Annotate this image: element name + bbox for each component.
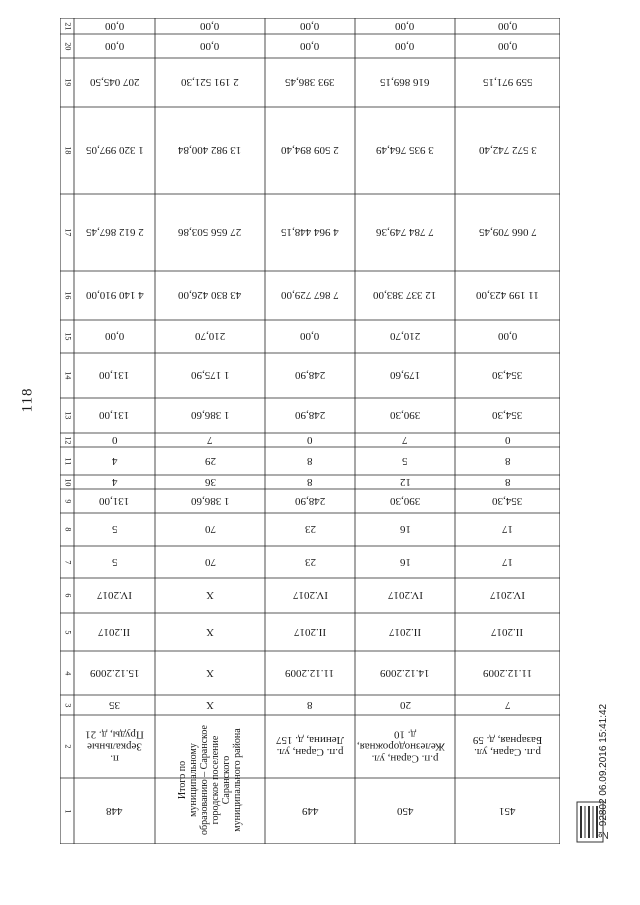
column-number-text: 17 (63, 228, 73, 237)
table-cell-text: 131,00 (99, 369, 130, 382)
table-cell-text: 16 (399, 523, 411, 536)
table-cell-text: 0,00 (395, 40, 415, 53)
table-cell (355, 271, 455, 320)
column-number-text: 4 (63, 670, 73, 675)
data-table (60, 18, 560, 844)
table-cell-text: 11.12.2009 (482, 667, 533, 680)
table-cell (455, 613, 560, 651)
table-cell-text: 17 (502, 556, 513, 569)
table-cell-text: 0,00 (497, 330, 518, 343)
table-cell (455, 651, 560, 695)
table-cell (455, 433, 560, 447)
table-cell-text: 8 (504, 455, 511, 468)
table-cell-text: 248,90 (294, 495, 326, 508)
table-cell (455, 34, 560, 58)
table-cell (155, 194, 265, 271)
table-cell (265, 58, 355, 107)
table-cell (355, 447, 455, 475)
table-cell (265, 18, 355, 34)
table-cell-text: 0 (307, 434, 313, 447)
table-cell (355, 34, 455, 58)
table-cell (455, 578, 560, 613)
table-cell (265, 546, 355, 578)
table-cell-text: II.2017 (98, 626, 131, 639)
table-cell-text: 3 572 742,40 (478, 144, 537, 157)
table-cell (355, 489, 455, 513)
table-cell (155, 18, 265, 34)
table-cell (74, 578, 155, 613)
column-number (60, 715, 74, 778)
column-number (60, 613, 74, 651)
table-cell (355, 651, 455, 695)
table-cell-text: 354,30 (492, 369, 523, 382)
table-cell-text: 8 (307, 476, 313, 489)
table-cell-text: 0 (504, 434, 511, 447)
row-number-cell (355, 778, 455, 844)
table-cell-text: II.2017 (491, 626, 524, 639)
table-cell-text: 0,00 (104, 40, 125, 53)
table-cell-text: 248,90 (294, 369, 326, 382)
table-cell-text: 8 (307, 455, 313, 468)
table-cell-text: 0,00 (104, 20, 125, 33)
table-cell-text: 390,30 (389, 409, 421, 422)
table-cell-text: 4 (111, 476, 118, 489)
table-cell-text: 5 (111, 523, 118, 536)
column-number (60, 489, 74, 513)
table-cell (265, 194, 355, 271)
row-number-cell (265, 778, 355, 844)
column-number (60, 271, 74, 320)
column-number (60, 651, 74, 695)
table-cell-text: 11.12.2009 (285, 667, 335, 680)
table-cell (265, 320, 355, 353)
table-cell-text: 43 830 426,00 (178, 289, 242, 302)
address-cell (74, 715, 155, 778)
table-cell-text: 16 (399, 556, 411, 569)
column-number (60, 107, 74, 194)
table-cell-text: 179,60 (389, 369, 421, 382)
table-cell-text: X (206, 626, 214, 639)
table-cell-text: 1 386,60 (190, 495, 230, 508)
table-cell (455, 546, 560, 578)
table-cell-text: 2 191 521,30 (181, 76, 239, 89)
table-cell (355, 58, 455, 107)
table-cell (355, 320, 455, 353)
table-cell-text: 12 (399, 476, 411, 489)
table-cell-text: 17 (502, 523, 513, 536)
address-cell-text: р.п. Саран, ул. Базарная, д. 59 (472, 734, 543, 759)
table-cell-text: IV.2017 (97, 589, 132, 602)
table-cell-text: 11 199 423,00 (476, 289, 539, 302)
column-number-text: 16 (63, 291, 73, 300)
column-number-text: 13 (63, 411, 73, 420)
table-cell (74, 695, 155, 715)
column-number (60, 695, 74, 715)
column-number-text: 10 (63, 477, 73, 486)
table-cell-text: 13 982 400,84 (178, 144, 242, 157)
table-cell-text: 1 175,90 (190, 369, 230, 382)
table-cell-text: 559 971,15 (482, 76, 533, 89)
table-cell (455, 475, 560, 489)
table-cell-text: 0,00 (200, 40, 220, 53)
table-cell (455, 271, 560, 320)
table-cell-text: 248,90 (294, 409, 326, 422)
table-cell (265, 651, 355, 695)
column-number-text: 8 (63, 527, 73, 532)
table-cell (265, 398, 355, 433)
table-cell (74, 271, 155, 320)
table-cell-text: 0,00 (104, 330, 125, 343)
table-cell-text: 7 (504, 699, 511, 712)
table-cell-text: 0,00 (200, 20, 220, 33)
table-cell (265, 433, 355, 447)
column-number-text: 9 (63, 498, 73, 503)
address-cell (455, 715, 560, 778)
table-cell (74, 18, 155, 34)
table-cell (74, 320, 155, 353)
table-cell (265, 447, 355, 475)
column-number-text: 2 (63, 744, 73, 749)
column-number (60, 353, 74, 398)
table-cell (74, 546, 155, 578)
table-cell (155, 578, 265, 613)
table-cell (355, 353, 455, 398)
table-cell (455, 447, 560, 475)
table-cell-text: 131,00 (99, 409, 130, 422)
table-cell (455, 353, 560, 398)
table-cell-text: 5 (402, 455, 408, 468)
column-number-text: 6 (63, 593, 73, 598)
registration-stamp: № 92802 06.09.2016 15:41:42 (598, 703, 609, 840)
column-number-text: 19 (63, 78, 73, 87)
table-cell-text: 207 045,50 (89, 76, 140, 89)
table-cell (355, 433, 455, 447)
table-cell (265, 578, 355, 613)
table-cell (74, 398, 155, 433)
column-number-text: 20 (63, 41, 73, 50)
column-number-text: 11 (63, 457, 73, 465)
table-cell (455, 489, 560, 513)
table-cell (355, 18, 455, 34)
table-cell-text: 210,70 (194, 330, 226, 343)
table-cell (155, 475, 265, 489)
table-cell (355, 578, 455, 613)
registry-logo-icon (575, 800, 605, 844)
table-cell (74, 433, 155, 447)
address-cell (355, 715, 455, 778)
table-cell (155, 546, 265, 578)
table-cell (455, 18, 560, 34)
table-cell (74, 475, 155, 489)
table-cell (355, 546, 455, 578)
table-cell-text: 2 612 867,45 (85, 226, 144, 239)
column-number (60, 18, 74, 34)
row-number-cell (455, 778, 560, 844)
table-cell-text: 1 386,60 (190, 409, 230, 422)
table-cell (455, 107, 560, 194)
table-cell (155, 613, 265, 651)
table-cell (355, 513, 455, 546)
column-number (60, 447, 74, 475)
table-cell-text: 393 386,45 (285, 76, 335, 89)
table-cell (74, 651, 155, 695)
table-cell-text: 5 (111, 556, 118, 569)
table-cell-text: 131,00 (99, 495, 130, 508)
table-cell-text: 3 935 764,49 (376, 144, 434, 157)
table-cell-text: 29 (204, 455, 216, 468)
table-cell (74, 513, 155, 546)
table-cell (455, 695, 560, 715)
address-cell-text: р.п. Саран, ул. Железнодорожная, д. 10 (356, 728, 445, 765)
table-cell (355, 475, 455, 489)
table-cell-text: 354,30 (492, 495, 523, 508)
table-cell (74, 489, 155, 513)
table-cell (74, 34, 155, 58)
table-cell (265, 513, 355, 546)
table-cell-text: IV.2017 (292, 589, 328, 602)
page-number: 118 (19, 387, 36, 413)
table-cell-text: 0,00 (395, 20, 415, 33)
column-number (60, 546, 74, 578)
table-cell (355, 613, 455, 651)
table-cell (155, 34, 265, 58)
table-cell (155, 433, 265, 447)
table-cell-text: 1 320 997,05 (85, 144, 144, 157)
column-number (60, 398, 74, 433)
column-number (60, 58, 74, 107)
table-cell-text: 0,00 (300, 40, 320, 53)
table-cell-text: X (206, 667, 214, 680)
table-cell-text: 616 869,15 (380, 76, 430, 89)
table-cell (455, 58, 560, 107)
table-cell (155, 398, 265, 433)
column-number-text: 3 (63, 702, 73, 707)
table-cell (265, 695, 355, 715)
table-cell (265, 34, 355, 58)
table-cell-text: 20 (399, 699, 411, 712)
table-cell (74, 353, 155, 398)
table-cell (155, 320, 265, 353)
column-number-text: 1 (63, 808, 73, 813)
column-number (60, 320, 74, 353)
table-cell-text: 27 656 503,86 (178, 226, 242, 239)
column-number (60, 778, 74, 844)
table-cell-text: 70 (204, 523, 216, 536)
table-cell-text: 70 (204, 556, 216, 569)
table-cell (265, 475, 355, 489)
table-cell (155, 107, 265, 194)
table-cell-text: IV.2017 (490, 589, 525, 602)
table-cell-text: 0,00 (497, 40, 518, 53)
table-cell-text: 36 (204, 476, 216, 489)
table-cell (355, 194, 455, 271)
table-cell-text: 7 066 709,45 (478, 226, 537, 239)
table-cell (74, 447, 155, 475)
table-cell-text: 7 (402, 434, 408, 447)
table-cell (455, 398, 560, 433)
table-cell (155, 489, 265, 513)
table-cell-text: II.2017 (293, 626, 327, 639)
table-cell (155, 58, 265, 107)
table-cell-text: II.2017 (388, 626, 422, 639)
column-number (60, 578, 74, 613)
table-cell (155, 271, 265, 320)
table-cell-text: 7 867 729,00 (281, 289, 339, 302)
table-cell-text: 390,30 (389, 495, 421, 508)
table-cell-text: 14.12.2009 (380, 667, 430, 680)
table-cell (265, 107, 355, 194)
table-cell (355, 107, 455, 194)
column-number-text: 14 (63, 371, 73, 380)
column-number (60, 34, 74, 58)
table-cell (155, 651, 265, 695)
table-cell (265, 271, 355, 320)
row-number-cell-text: 450 (396, 805, 414, 818)
table-cell (74, 194, 155, 271)
table-cell (74, 58, 155, 107)
summary-label-cell-text: Итого по муниципальному образованию – Саранское городское поселение Саранского муниципального района (177, 724, 243, 835)
table-cell (265, 613, 355, 651)
row-number-cell-text: 449 (301, 805, 319, 818)
table-cell (155, 695, 265, 715)
row-number-cell-text: 451 (499, 805, 516, 818)
table-cell-text: 8 (504, 476, 511, 489)
row-number-cell-text: 448 (106, 805, 123, 818)
summary-label-cell (155, 715, 265, 844)
table-cell (74, 613, 155, 651)
column-number (60, 433, 74, 447)
table-cell (455, 320, 560, 353)
table-cell (155, 513, 265, 546)
table-cell-text: 0 (111, 434, 118, 447)
column-number-text: 7 (63, 559, 73, 564)
table-cell-text: 23 (304, 523, 316, 536)
table-cell-text: 4 140 910,00 (85, 289, 144, 302)
table-cell-text: 7 784 749,36 (376, 226, 434, 239)
table-cell-text: X (206, 699, 214, 712)
table-cell-text: 4 964 448,15 (281, 226, 339, 239)
table-cell (155, 353, 265, 398)
column-number-text: 18 (63, 146, 73, 155)
table-cells (60, 18, 560, 844)
row-number-cell (74, 778, 155, 844)
table-cell (265, 489, 355, 513)
column-number-text: 5 (63, 629, 73, 634)
table-cell-text: 210,70 (389, 330, 421, 343)
table-cell (455, 513, 560, 546)
column-number-text: 12 (63, 435, 73, 444)
address-cell (265, 715, 355, 778)
table-cell (455, 194, 560, 271)
column-number-text: 21 (63, 21, 73, 30)
table-cell-text: 0,00 (497, 20, 518, 33)
table-cell-text: X (206, 589, 214, 602)
table-cell (155, 447, 265, 475)
table-cell-text: 8 (307, 699, 313, 712)
table-cell-text: 15.12.2009 (89, 667, 140, 680)
column-number-text: 15 (63, 332, 73, 341)
table-cell (74, 107, 155, 194)
address-cell-text: п. Зеркальные Пруды, д. 21 (85, 728, 144, 765)
table-cell (265, 353, 355, 398)
table-cell-text: 2 509 894,40 (281, 144, 339, 157)
table-cell-text: 7 (207, 434, 213, 447)
table-cell-text: 0,00 (300, 20, 320, 33)
table-cell-text: 354,30 (492, 409, 523, 422)
table-cell (355, 695, 455, 715)
table-cell (355, 398, 455, 433)
table-cell-text: 4 (111, 455, 118, 468)
table-cell-text: 35 (109, 699, 120, 712)
address-cell-text: р.п. Саран, ул. Ленина, д. 157 (276, 734, 344, 759)
column-number (60, 513, 74, 546)
table-cell-text: 23 (304, 556, 316, 569)
table-cell-text: 12 337 383,00 (373, 289, 437, 302)
table-cell-text: 0,00 (300, 330, 320, 343)
table-cell-text: IV.2017 (387, 589, 423, 602)
column-number (60, 475, 74, 489)
column-number (60, 194, 74, 271)
